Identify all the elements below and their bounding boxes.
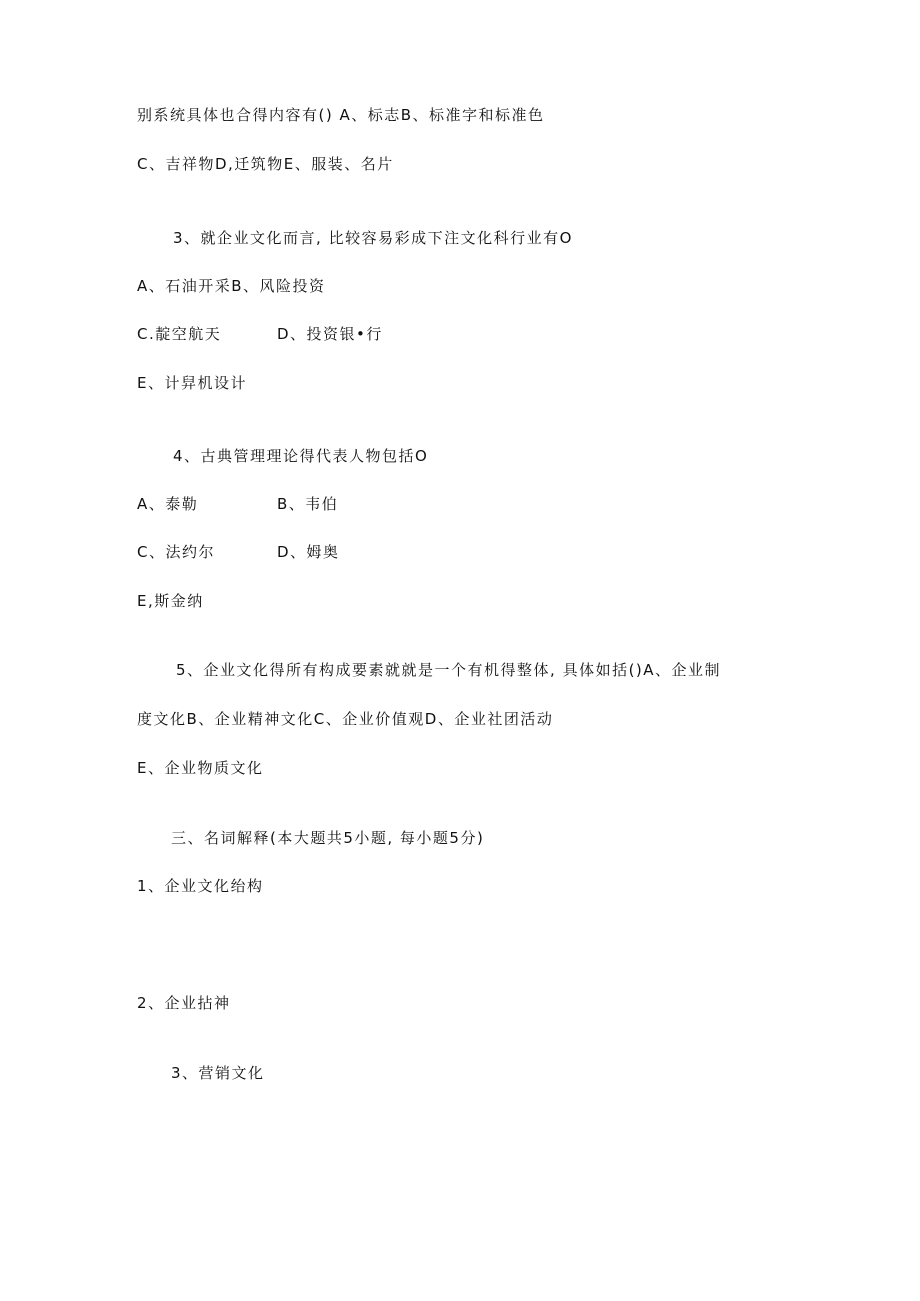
term-3: 3、营销文化 <box>171 1064 265 1082</box>
question-3-option-e: E、计舁机设计 <box>137 374 247 392</box>
question-3-options-ab: A、石油开采B、风险投资 <box>137 277 326 295</box>
term-2: 2、企业拈神 <box>137 994 231 1012</box>
question-2-continuation: 别系统具体也合得内容有() A、标志B、标准字和标准色 <box>137 106 545 124</box>
question-3-option-c: C.靛空航天 <box>137 325 222 343</box>
question-4-option-a: A、泰勒 <box>137 495 199 513</box>
question-4-option-e: E,斯金纳 <box>137 592 204 610</box>
question-3-option-d: D、投资银•行 <box>277 325 383 343</box>
question-4-option-c: C、法约尔 <box>137 543 215 561</box>
question-4-option-b: B、韦伯 <box>277 495 339 513</box>
question-5-line-1: 5、企业文化得所有构成要素就就是一个有机得整体, 具体如括()A、企业制 <box>176 661 722 679</box>
term-1: 1、企业文化绐构 <box>137 877 264 895</box>
question-4-option-d: D、姆奥 <box>277 543 340 561</box>
question-5-line-2: 度文化B、企业精神文化C、企业价值观D、企业社团活动 <box>137 710 554 728</box>
question-4-title: 4、古典管理理论得代表人物包括O <box>173 447 429 465</box>
question-3-title: 3、就企业文化而言, 比较容易彩成下注文化科行业有O <box>173 229 573 247</box>
question-5-line-3: E、企业物质文化 <box>137 759 264 777</box>
section-3-heading: 三、名词解释(本大题共5小题, 每小题5分) <box>171 829 485 847</box>
question-2-options: C、吉祥物D,迁筑物E、服装、名片 <box>137 155 394 173</box>
